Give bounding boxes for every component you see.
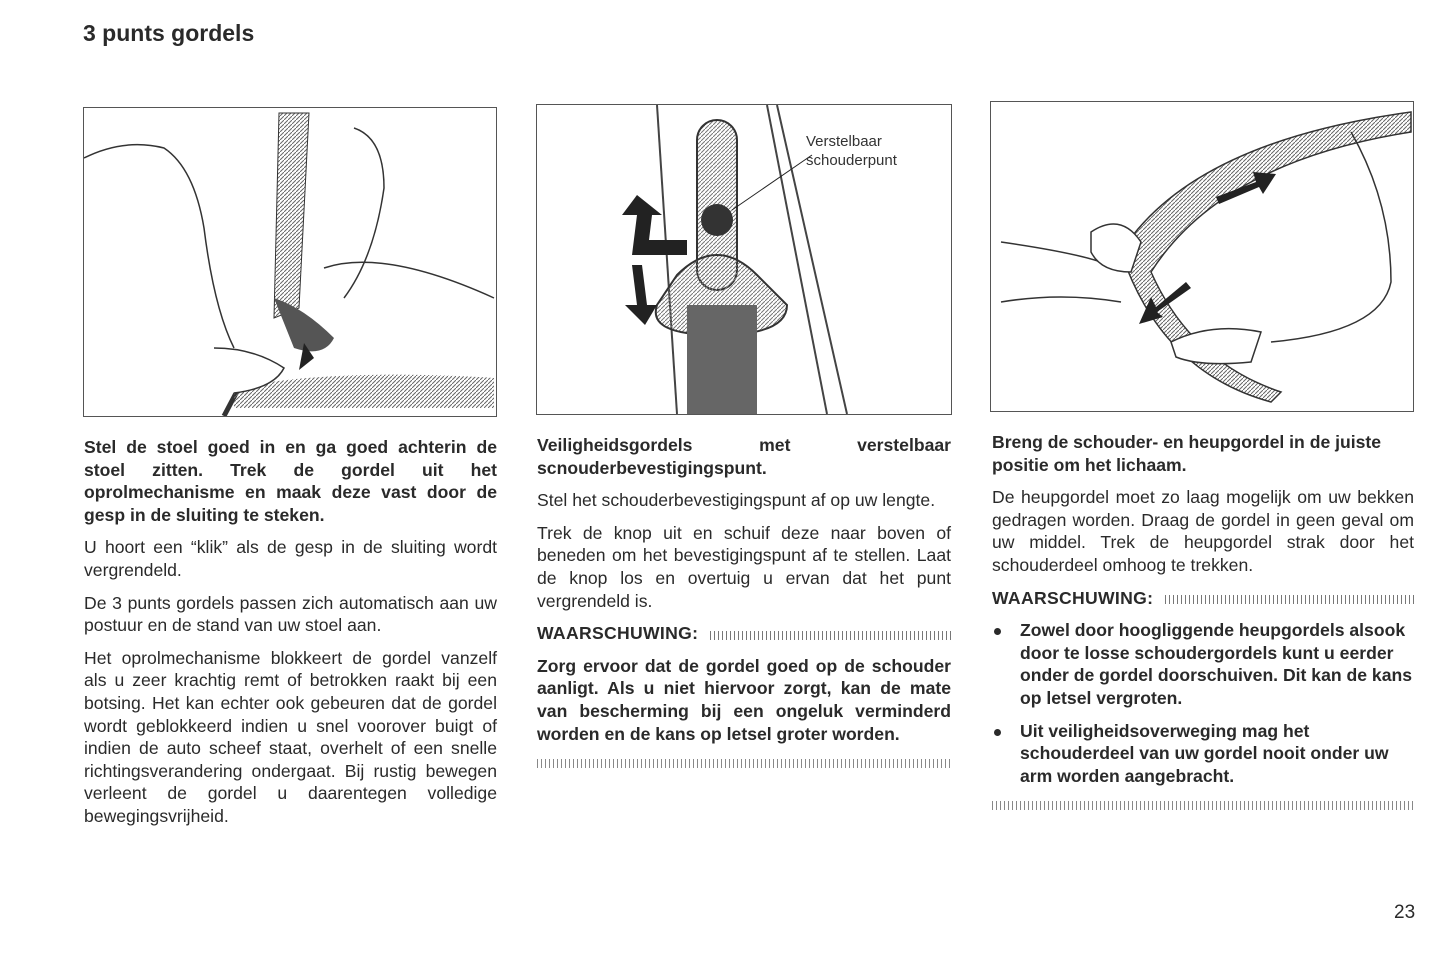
paragraph: De 3 punts gordels passen zich automatisch aan uw postuur en de stand van uw stoel aan. <box>84 592 497 636</box>
warning-bullet: Zowel door hoogliggende heupgordels alsook door te losse schoudergordels kunt u eerder onder de gordel doorschuiven. Dit kan de kans op letsel vergroten. <box>992 619 1414 709</box>
lead-text: Stel de stoel goed in en ga goed achterin de stoel zitten. Trek de gordel uit het oprolmechanisme en maak deze vast door de gesp in de sluiting te steken. <box>84 437 497 525</box>
page-title: 3 punts gordels <box>83 20 255 46</box>
warning-bullet: Uit veiligheidsoverweging mag het schouderdeel van uw gordel nooit onder uw arm worden aangebracht. <box>992 720 1414 788</box>
belt-buckle-illustration <box>84 108 496 416</box>
column-3 <box>992 431 1414 810</box>
callout-line-2: schouderpunt <box>806 152 897 169</box>
lead-text: Breng de schouder- en heupgordel in de juiste positie om het lichaam. <box>992 432 1382 475</box>
dotted-rule <box>537 759 951 768</box>
paragraph: De heupgordel moet zo laag mogelijk om uw bekken gedragen worden. Draag de gordel in geen geval om uw middel. Trek de heupgordel strak door het schouderdeel omhoog te trekken. <box>992 487 1414 575</box>
warning-heading <box>537 622 951 645</box>
column-1 <box>84 436 497 838</box>
lead-text: Veiligheidsgordels met verstelbaar scnouderbevestigingspunt. <box>537 435 951 478</box>
dotted-rule <box>992 801 1414 810</box>
callout-line-1: Verstelbaar <box>806 133 882 150</box>
illustration-belt-position <box>990 101 1414 412</box>
warning-heading <box>992 587 1414 610</box>
paragraph: Trek de knop uit en schuif deze naar boven of beneden om het bevestigingspunt af te stellen. Laat de knop los en overtuig u ervan dat het punt vergrendeld is. <box>537 522 951 611</box>
illustration-fastening-belt <box>83 107 497 417</box>
dotted-rule <box>710 631 951 640</box>
column-2 <box>537 434 951 768</box>
callout-label <box>806 132 897 170</box>
paragraph: Stel het schouderbevestigingspunt af op uw lengte. <box>537 490 936 511</box>
warning-text: Zorg ervoor dat de gordel goed op de schouder aanligt. Als u niet hiervoor zorgt, kan de mate van bescherming bij een ongeluk verminderd worden en de kans op letsel groter worden. <box>537 655 951 744</box>
warning-label: WAARSCHUWING: <box>992 587 1154 608</box>
dotted-rule <box>1165 595 1414 604</box>
warning-list <box>992 619 1414 787</box>
paragraph: U hoort een “klik” als de gesp in de sluiting wordt vergrendeld. <box>84 537 497 580</box>
paragraph: Het oprolmechanisme blokkeert de gordel vanzelf als u zeer krachtig remt of betrokken raakt bij een botsing. Het kan echter ook gebeuren dat de gordel wordt geblokkeerd indien u snel voorover buigt of indien de auto scheef staat, overhelt of een snelle richtingsverandering ondergaat. Bij rustig bewegen verleent de gordel u daarentegen volledige bewegingsvrijheid. <box>84 647 497 826</box>
page-number: 23 <box>1394 902 1416 923</box>
warning-label: WAARSCHUWING: <box>537 623 699 644</box>
lap-belt-illustration <box>991 102 1413 411</box>
